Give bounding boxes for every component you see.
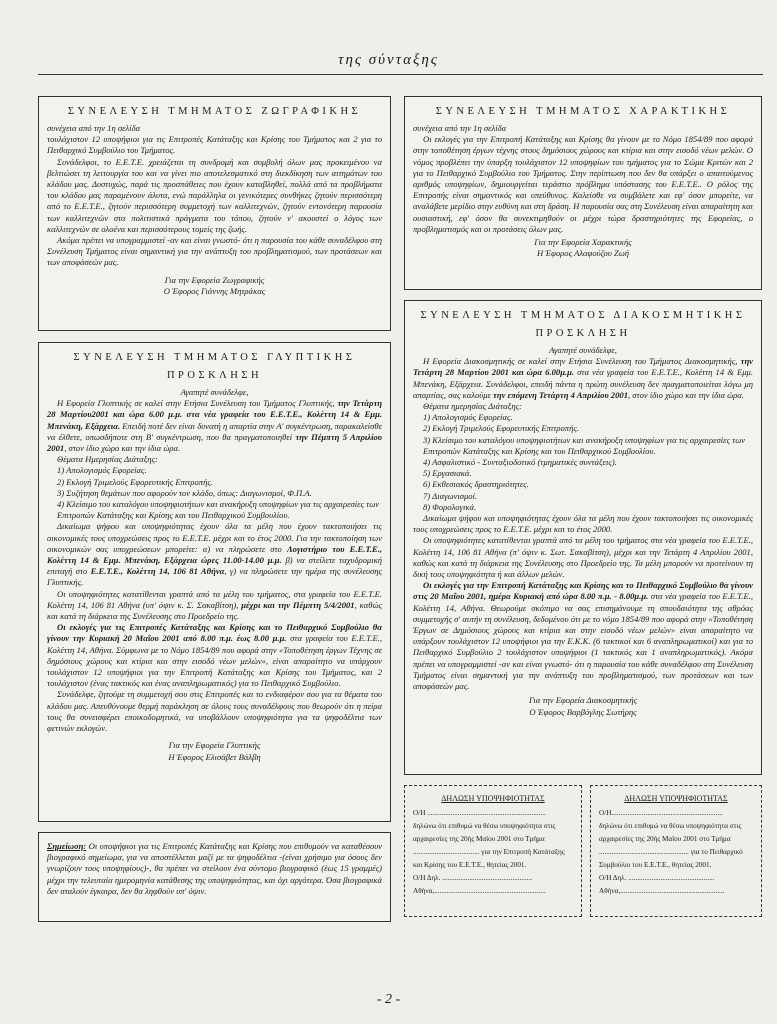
sculpture-p5: Συνάδελφε, ζητούμε τη συμμετοχή σου στις Επιτροπές και το ενδιαφέρον σου για τα θέματα του κλάδου μας. Απευθύνουμε θερμή παράκληση σε όλους τους συναδέλφους που θεωρούν ότι η πείρα τους θα συνεισφέρει εποικοδομητικά, να υποβάλλουν υποψηφιότητα για τα ψηφοδέλτια των φετινών εκλογών. <box>47 689 382 734</box>
form-line: Συμβούλιο του Ε.Ε.Τ.Ε., θητείας 2001. <box>599 861 712 869</box>
decorative-sign-line2: Ο Έφορος Βαρβόγλης Σωτήρης <box>529 706 637 717</box>
agenda-item: 2) Εκλογή Τριμελούς Εφορευτικής Επιτροπής. <box>423 423 579 434</box>
decorative-section-box <box>404 300 762 775</box>
sculpture-sign-line2: Η Έφορος Ελισάβετ Βάλβη <box>168 751 261 762</box>
sculpture-p1: Η Εφορεία Γλυπτικής σε καλεί στην Ετήσια Συνέλευση του Τμήματος Γλυπτικής, την Τετάρτη 28 Μαρτίου2001 και ώρα 6.00 μ.μ. στα νέα γραφεία του Ε.Ε.Τ.Ε., Κολέττη 14 & Εμμ. Μπενάκη, Εξάρχεια. Επειδή ποτέ δεν είναι δυνατή η απαρτία στην Α' συγκέντρωση, παρακαλείσθε να έλθετε, οπωσδήποτε στη Β' συγκέντρωση, που θα πραγματοποιηθεί την Πέμπτη 5 Απριλίου 2001, στον ίδιο χώρο και την ίδια ώρα. <box>47 398 382 454</box>
agenda-item: 7) Διαγωνισμοί. <box>423 490 478 501</box>
form-line-name[interactable]: Ο/Η.............................................................. <box>599 809 723 817</box>
form-line-section[interactable]: .................................................. για το Πειθαρχικό <box>599 848 743 856</box>
form-line: δηλώνω ότι επιθυμώ να θέσω υποψηφιότητα στις <box>599 822 742 830</box>
note-label: Σημείωση: <box>47 841 87 851</box>
decorative-p3: Οι υποψηφιότητες κατατίθενται γραπτά από τα μέλη του τμήματος στα νέα γραφεία του Ε.Ε.Τ.Ε., Κολέττη 14, 106 81 Αθήνα (π' όψιν κ. Σωτ. Σακαβίτση), μέχρι και την Τετάρτη 4 Απριλίου 2001, καθώς και κατά τη διάρκεια της Συνέλευσης στο Προεδρείο της. Τα μέλη μπορούν να προτείνουν τη δική τους υποψηφιότητα ή και άλλων μελών. <box>413 535 753 580</box>
decorative-agenda-title: Θέματα ημερησίας Διάταξης: <box>423 401 522 412</box>
decorative-greeting: Αγαπητέ συνάδελφε, <box>549 345 617 355</box>
engraving-section-title: ΣΥΝΕΛΕΥΣΗ ΤΜΗΜΑΤΟΣ ΧΑΡΑΚΤΙΚΗΣ <box>435 106 731 117</box>
decorative-section-title: ΣΥΝΕΛΕΥΣΗ ΤΜΗΜΑΤΟΣ ΔΙΑΚΟΣΜΗΤΙΚΗΣ <box>420 310 746 321</box>
continued-note: συνέχεια από την 1η σελίδα <box>413 123 507 133</box>
form-line-declarant[interactable]: Ο/Η Δηλ. .................................................. <box>413 874 533 882</box>
form-line-name[interactable]: Ο/Η .................................................................. <box>413 809 546 817</box>
candidacy-form-committee[interactable] <box>404 785 582 917</box>
agenda-item: 3) Συζήτηση θεμάτων που αφορούν τον κλάδο, όπως: Διαγωνισμοί, Φ.Π.Α. <box>57 487 312 498</box>
decorative-p2: Δικαίωμα ψήφου και υποψηφιότητας έχουν όλα τα μέλη που έχουν τακτοποιήσει τις οικονομικές τους υποχρεώσεις προς το Ε.Ε.Τ.Ε. μέχρι και το έτος 2000. <box>413 513 753 535</box>
sculpture-agenda-list <box>47 465 382 521</box>
painting-p3: Ακόμα πρέπει να υπογραμμιστεί -αν και είναι γνωστό- ότι η παρουσία του κάθε συναδέλφου στη Συνέλευση Τμήματος είναι σημαντική για την ανάπτυξη του προβληματισμού, των προτάσεων και των αποφάσεών μας. <box>47 235 382 268</box>
painting-signature <box>47 275 382 297</box>
sculpture-p3: Οι υποψηφιότητες κατατίθενται γραπτά από τα μέλη του τμήματος, στα γραφεία του Ε.Ε.Τ.Ε. Κολέττη 14, 106 81 Αθήνα (υπ' όψιν κ. Σ. Σακαβίτση), μέχρι και την Πέμπτη 5/4/2001, καθώς και κατά τη διάρκεια της Συνέλευσης στο Προεδρείο της. <box>47 588 382 622</box>
form-title: ΔΗΛΩΣΗ ΥΠΟΨΗΦΙΟΤΗΤΑΣ <box>441 794 545 803</box>
agenda-item: 8) Φορολογικά. <box>423 501 477 512</box>
form-line-declarant[interactable]: Ο/Η Δηλ. ................................................ <box>599 874 715 882</box>
painting-p2: Συνάδελφοι, το Ε.Ε.Τ.Ε. χρειάζεται τη συνδρομή και συμβολή όλων μας προκειμένου να βελτιώσει τη λειτουργία του και να γίνει πιο αποτελεσματικό στη διεκδίκηση των αιτημάτων του κλάδου μας. Δυστυχώς, παρά τις προσπάθειες που έχουν καταβληθεί, πολλά από τα προβλήματα του κλάδου μας παραμένουν άλυτα, ενώ παράλληλα οι γενικότερες συνθήκες ζητούν περισσότερη από το Ε.Ε.Τ.Ε., ζητούν περισσότερη συμμετοχή των καλλιτεχνών, ζητούν εντονότερη παρουσία των καλλιτεχνών στα πολιτιστικά πράγματα του τόπου, ζητούν ν' ακουστεί ο λόγος των καλλιτεχνών σε ολοένα και περισσότερους τομείς της ζωής. <box>47 156 382 234</box>
note-text: Σημείωση: Οι υποψήφιοι για τις Επιτροπές Κατάταξης και Κρίσης που επιθυμούν να καταθέσουν βιογραφικό σημείωμα, για να αποστέλλεται μαζί με τα ψηφοδέλτια -(είναι χρήσιμο για όσους δεν γνωρίζουν τους υποψηφίους)-, θα πρέπει να στείλουν ένα σύντομο βιογραφικό (έως 15 γραμμές) μέχρι την τελευταία ημερομηνία κατάθεσης της υποψηφιότητας, και όχι αργότερα. Όσα βιογραφικά δεν σταλούν έγκαιρα, δεν θα ληφθούν υπ' όψιν. <box>47 841 382 896</box>
engraving-p1: Οι εκλογές για την Επιτροπή Κατάταξης και Κρίσης θα γίνουν με το Νόμο 1854/89 που αφορά στην τοποθέτηση έργων τέχνης στους δημόσιους χώρους και κτίρια και στην εισοδό νέων μελών. Ο νόμος προβλέπει την ύπαρξη τουλάχιστον 12 υποψηφίων του τμήματος για το Σώμα Κριτών και 2 για το Πειθαρχικό Συμβούλιο του Τμήματος. Στην περίπτωση που δεν θα υπάρξει ο απαιτούμενος αριθμός υποψηφίων, δημιουργείται τεράστιο πρόβλημα υπόστασης του Ε.Ε.Τ.Ε.. Ο ρόλος της Επιτροπής είναι σημαντικός και υπεύθυνος. Καλείσθε να συμβάλετε και εφ' όσον μπορείτε, να αναλάβετε μερίδιο στην ευθύνη και στη δράση. Η παρουσία σας στη Συνέλευση είναι απαραίτητη και ουσιαστική, εφ' όσον θα συνεκτιμηθούν οι μέχρι τώρα δραστηριότητες της Εφορείας, ο προβληματισμός και οι προτάσεις όλων μας. <box>413 134 753 234</box>
form-line-date[interactable]: Αθήνα,.............................................................. <box>413 887 546 895</box>
page-number: - 2 - <box>376 992 401 1007</box>
painting-sign-line1: Για την Εφορεία Ζωγραφικής <box>164 274 265 285</box>
sculpture-signature <box>47 740 382 762</box>
sculpture-section-title: ΣΥΝΕΛΕΥΣΗ ΤΜΗΜΑΤΟΣ ΓΛΥΠΤΙΚΗΣ <box>73 352 356 363</box>
decorative-sign-line1: Για την Εφορεία Διακοσμητικής <box>529 695 637 706</box>
sculpture-agenda-title: Θέματα Ημερησίας Διάταξης: <box>57 454 158 465</box>
form-title: ΔΗΛΩΣΗ ΥΠΟΨΗΦΙΟΤΗΤΑΣ <box>624 794 728 803</box>
sculpture-greeting: Αγαπητέ συνάδελφε, <box>180 387 249 397</box>
agenda-item: 6) Εκθεσιακός δραστηριότητες. <box>423 479 529 490</box>
form-line: αρχαιρεσίες της 20ής Μαΐου 2001 στο Τμήμα <box>599 835 731 843</box>
header-rule <box>38 74 763 75</box>
painting-section-title: ΣΥΝΕΛΕΥΣΗ ΤΜΗΜΑΤΟΣ ΖΩΓΡΑΦΙΚΗΣ <box>67 106 362 117</box>
decorative-p4: Οι εκλογές για την Επιτροπή Κατάταξης και Κρίσης και το Πειθαρχικό Συμβούλιο θα γίνουν στις 20 Μαΐου 2001, ημέρα Κυριακή από ώρα 8.00 π.μ. - 8.00μ.μ. στα νέα γραφεία του Ε.Ε.Τ.Ε., Κολέττη 14, Αθήνα. Θεωρούμε σκόπιμο να σας επισημάνουμε τη σπουδαιότητα της αθρόας συμμετοχής σ' αυτήν τη συνέλευση, δεδομένου ότι με το νόμο 1854/89 που αφορά στην «Τοποθέτηση Έργων σε Δημόσιους χώρους και κτίρια και στην εισοδό νέων μελών» είναι απαραίτητο να υπάρξουν τουλάχιστον 12 υποψήφιοι για την Ε.Κ.Κ. (6 τακτικοί και 6 αναπληρωματικοί) και για το Πειθαρχικό Συμβούλιο 2 τουλάχιστον υποψήφιοι (1 τακτικός και 1 αναπληρωματικός). Ακόμα πρέπει να υπογραμμιστεί -αν και είναι γνωστό- ότι η παρουσία του κάθε συναδέλφου στη Συνέλευση Τμήματος είναι σημαντική για την ανάπτυξη του προβληματισμού, των προτάσεων και των αποφάσεών μας. <box>413 580 753 692</box>
sculpture-subtitle: ΠΡΟΣΚΛΗΣΗ <box>166 370 263 381</box>
form-line-section[interactable]: ..................................... για την Επιτροπή Κατάταξης <box>413 848 565 856</box>
agenda-item: 2) Εκλογή Τριμελούς Εφορευτικής Επιτροπής. <box>57 476 213 487</box>
agenda-item: 4) Ασφαλιστικό - Συνταξιοδοτικό (τμηματικές συντάξεις). <box>423 457 617 468</box>
section-title: της σύνταξης <box>338 52 439 68</box>
agenda-item: 3) Κλείσιμο του καταλόγου υποψηφιοτήτων και ανακήρυξη υποψηφίων για τις αρχαιρεσίες των Επιτροπών Κατάταξης και Κρίσης και του Πειθαρχικού Συμβουλίου. <box>423 434 746 456</box>
engraving-sign-line2: Η Έφορος Αλαφούζου Ζωή <box>536 248 630 259</box>
engraving-section-box <box>404 96 762 290</box>
form-line-date[interactable]: Αθήνα,.......................................................... <box>599 887 725 895</box>
painting-section-box <box>38 96 391 331</box>
painting-p1: τουλάχιστον 12 υποψήφιοι για τις Επιτροπές Κατάταξης και Κρίσης του Τμήματος και 2 για το Πειθαρχικό Συμβούλιο του Τμήματος. <box>47 134 382 156</box>
engraving-signature <box>413 237 753 259</box>
note-box <box>38 832 391 922</box>
agenda-item: 5) Εργασιακά. <box>423 468 472 479</box>
agenda-item: 1) Απολογισμός Εφορείας. <box>423 412 513 423</box>
sculpture-p2: Δικαίωμα ψήφου και υποψηφιότητας έχουν όλα τα μέλη που έχουν τακτοποιήσει τις οικονομικές τους υποχρεώσεις προς το Ε.Ε.Τ.Ε. μέχρι και το έτος 2000. Για την τακτοποίηση των οικονομικών σας υποχρεώσεων μπορείτε: α) να πληρώσετε στο Λογιστήριο του Ε.Ε.Τ.Ε., Κολέττη 14 & Εμμ. Μπενάκη, Εξάρχεια ώρες 11.00-14.00 μ.μ. β) να στείλετε ταχυδρομική επιταγή στο Ε.Ε.Τ.Ε., Κολέττη 14, 106 81 Αθήνα, γ) να πληρώσετε την ημέρα της συνέλευσης Γλυπτικής. <box>47 521 382 588</box>
decorative-signature <box>413 695 753 717</box>
continued-note: συνέχεια από την 1η σελίδα <box>47 123 141 133</box>
decorative-p1: Η Εφορεία Διακοσμητικής σε καλεί στην Ετήσια Συνέλευση του Τμήματος Διακοσμητικής, την Τετάρτη 28 Μαρτίου 2001 και ώρα 6.00μ.μ. στα νέα γραφεία του Ε.Ε.Τ.Ε., Κολέττη 14 & Εμμ. Μπενάκη, Εξάρχεια. Συνάδελφοι, επειδή πάντα η πρώτη συνέλευση δεν πραγματοποιείται λόγω μη απαρτίας, σας καλούμε την επόμενη Τετάρτη 4 Απριλίου 2001, στον ίδιο χώρο και την ίδια ώρα. <box>413 356 753 400</box>
painting-sign-line2: Ο Έφορος Γιάννης Μητράκας <box>163 285 266 296</box>
form-line: και Κρίσης του Ε.Ε.Τ.Ε., θητείας 2001. <box>413 861 527 869</box>
sculpture-sign-line1: Για την Εφορεία Γλυπτικής <box>168 740 261 751</box>
form-line: δηλώνω ότι επιθυμώ να θέσω υποψηφιότητα στις <box>413 822 556 830</box>
decorative-subtitle: ΠΡΟΣΚΛΗΣΗ <box>535 328 631 339</box>
engraving-sign-line1: Για την Εφορεία Χαρακτικής <box>534 237 632 248</box>
candidacy-form-disciplinary[interactable] <box>590 785 762 917</box>
agenda-item: 1) Απολογισμός Εφορείας. <box>57 465 147 476</box>
agenda-item: 4) Κλείσιμο του καταλόγου υποψηφιοτήτων και ανακήρυξη υποψηφίων για τις αρχαιρεσίες των Επιτροπών Κατάταξης και Κρίσης και του Πειθαρχικού Συμβουλίου. <box>57 499 380 521</box>
sculpture-p4: Οι εκλογές για τις Επιτροπές Κατάταξης και Κρίσης και το Πειθαρχικό Συμβούλιο θα γίνουν την Κυριακή 20 Μαΐου 2001 από 8.00 π.μ. έως 8.00 μ.μ. στα γραφεία του Ε.Ε.Τ.Ε., Κολέττη 14, Αθήνα. Σύμφωνα με το Νόμο 1854/89 που αφορά στην «Τοποθέτηση έργων Τέχνης σε δημόσιους χώρους και κτίρια και στην εισοδό νέων μελών», είναι απαραίτητο να υπάρχουν τουλάχιστον 12 υποψήφιοι για την Επιτροπή Κατάταξης και Κρίσης του Τμήματος, και 2 τουλάχιστον (ένας τακτικός και ένας αναπληρωματικός) για το Πειθαρχικό Συμβούλιο. <box>47 622 382 689</box>
sculpture-section-box <box>38 342 391 822</box>
decorative-agenda-list <box>413 412 753 513</box>
form-line: αρχαιρεσίες της 20ής Μαΐου 2001 στο Τμήμα <box>413 835 545 843</box>
